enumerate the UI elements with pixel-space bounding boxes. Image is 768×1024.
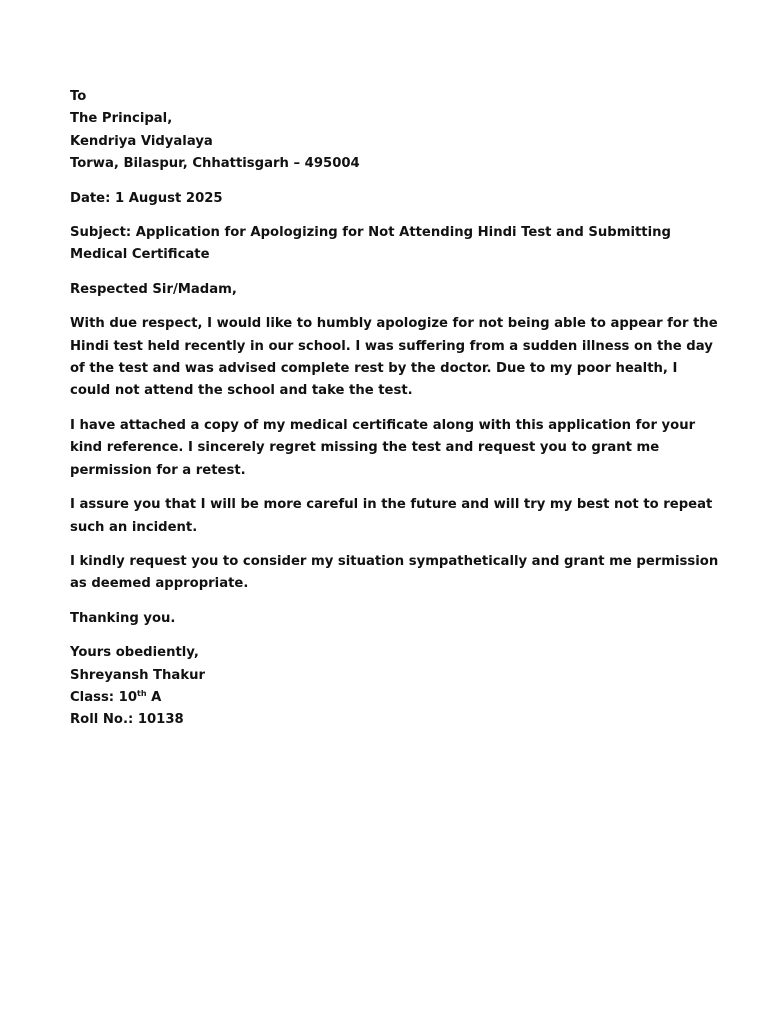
recipient-title: The Principal, (70, 111, 173, 127)
closing-signoff: Yours obediently, (70, 645, 199, 661)
sender-name: Shreyansh Thakur (70, 667, 205, 683)
recipient-school: Kendriya Vidyalaya (70, 133, 213, 149)
sender-class-superscript: th (137, 688, 147, 698)
recipient-to: To (70, 89, 87, 104)
sender-roll: Roll No.: 10138 (70, 712, 184, 728)
letter-subject: Subject: Application for Apologizing for Not Attending Hindi Test and Submitting Medical Certificate (70, 225, 671, 263)
sender-class-suffix: A (146, 689, 162, 705)
letter-thanks: Thanking you. (70, 610, 176, 626)
recipient-address: Torwa, Bilaspur, Chhattisgarh – 495004 (70, 156, 360, 172)
sender-class-prefix: Class: 10 (70, 689, 138, 705)
letter-date: Date: 1 August 2025 (70, 190, 223, 206)
body-paragraph-3: I assure you that I will be more careful in the future and will try my best not to repeat such an incident. (70, 497, 713, 535)
body-paragraph-1: With due respect, I would like to humbly apologize for not being able to appear for the Hindi test held recently in our school. I was suffering from a sudden illness on the day of the test and was advised complete rest by the doctor. Due to my poor health, I could not attend the school and take the test. (70, 316, 718, 399)
sender-class (70, 687, 720, 709)
letter-content (70, 86, 720, 732)
recipient-block (70, 86, 720, 176)
closing-block (70, 642, 720, 732)
body-paragraph-2: I have attached a copy of my medical certificate along with this application for your kind reference. I sincerely regret missing the test and request you to grant me permission for a retest. (70, 417, 696, 478)
letter-salutation: Respected Sir/Madam, (70, 281, 237, 297)
body-paragraph-4: I kindly request you to consider my situation sympathetically and grant me permission as deemed appropriate. (70, 553, 719, 592)
